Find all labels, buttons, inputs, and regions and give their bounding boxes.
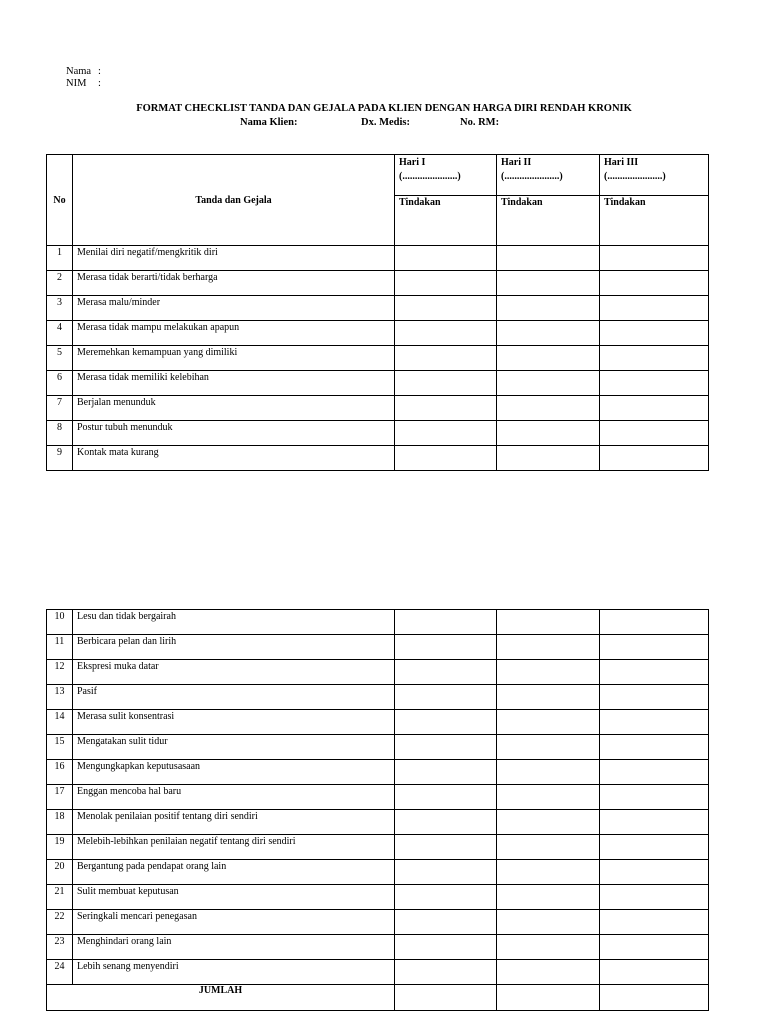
tindakan-hari-1-cell[interactable] <box>395 910 497 935</box>
table-row <box>47 735 709 760</box>
symptom-text: Menolak penilaian positif tentang diri sendiri <box>73 810 395 835</box>
tindakan-hari-3-cell[interactable] <box>600 835 709 860</box>
tindakan-hari-3-cell[interactable] <box>600 935 709 960</box>
table-row <box>47 396 709 421</box>
tindakan-hari-3-cell[interactable] <box>600 346 709 371</box>
tindakan-hari-2-cell[interactable] <box>497 710 600 735</box>
total-label: JUMLAH <box>47 985 395 1011</box>
tindakan-hari-2-cell[interactable] <box>497 421 600 446</box>
tindakan-hari-2-cell[interactable] <box>497 610 600 635</box>
table-row <box>47 935 709 960</box>
row-number: 5 <box>47 346 73 371</box>
tindakan-hari-2-cell[interactable] <box>497 271 600 296</box>
tindakan-hari-3-cell[interactable] <box>600 321 709 346</box>
nama-separator: : <box>98 66 101 77</box>
row-number: 14 <box>47 710 73 735</box>
row-number: 9 <box>47 446 73 471</box>
tindakan-hari-2-cell[interactable] <box>497 885 600 910</box>
tindakan-hari-3-cell[interactable] <box>600 635 709 660</box>
hari-2-date-blank: (......................) <box>501 171 563 182</box>
tindakan-hari-3-cell[interactable] <box>600 960 709 985</box>
symptom-text: Bergantung pada pendapat orang lain <box>73 860 395 885</box>
row-number: 8 <box>47 421 73 446</box>
table-row <box>47 910 709 935</box>
table-row <box>47 835 709 860</box>
tindakan-hari-2-cell[interactable] <box>497 246 600 271</box>
tindakan-hari-1-cell[interactable] <box>395 660 497 685</box>
symptom-text: Mengatakan sulit tidur <box>73 735 395 760</box>
row-number: 17 <box>47 785 73 810</box>
tindakan-hari-1-cell[interactable] <box>395 685 497 710</box>
symptom-text: Ekspresi muka datar <box>73 660 395 685</box>
tindakan-hari-1-cell[interactable] <box>395 735 497 760</box>
tindakan-hari-3-cell[interactable] <box>600 710 709 735</box>
tindakan-hari-2-cell[interactable] <box>497 446 600 471</box>
hari-1-label: Hari I <box>399 157 426 168</box>
tindakan-hari-1-cell[interactable] <box>395 860 497 885</box>
header-hari-1 <box>395 155 497 196</box>
symptom-text: Seringkali mencari penegasan <box>73 910 395 935</box>
symptom-text: Mengungkapkan keputusasaan <box>73 760 395 785</box>
tindakan-hari-2-cell[interactable] <box>497 735 600 760</box>
tindakan-hari-2-cell[interactable] <box>497 910 600 935</box>
tindakan-hari-1: Tindakan <box>395 196 497 246</box>
row-number: 4 <box>47 321 73 346</box>
tindakan-hari-2-cell[interactable] <box>497 371 600 396</box>
row-number: 11 <box>47 635 73 660</box>
header-hari-2 <box>497 155 600 196</box>
tindakan-hari-1-cell[interactable] <box>395 785 497 810</box>
hari-3-date-blank: (......................) <box>604 171 666 182</box>
table-row <box>47 421 709 446</box>
total-row <box>47 985 709 1011</box>
row-number: 18 <box>47 810 73 835</box>
tindakan-hari-1-cell[interactable] <box>395 960 497 985</box>
tindakan-hari-1-cell[interactable] <box>395 810 497 835</box>
table-row <box>47 321 709 346</box>
checklist-table-part-2 <box>46 609 709 1011</box>
table-row <box>47 960 709 985</box>
row-number: 1 <box>47 246 73 271</box>
symptom-text: Lebih senang menyendiri <box>73 960 395 985</box>
client-info-line <box>240 117 499 128</box>
total-hari-2-cell[interactable] <box>497 985 600 1011</box>
table-row <box>47 660 709 685</box>
row-number: 6 <box>47 371 73 396</box>
tindakan-hari-3-cell[interactable] <box>600 885 709 910</box>
row-number: 12 <box>47 660 73 685</box>
symptom-text: Menilai diri negatif/mengkritik diri <box>73 246 395 271</box>
symptom-text: Postur tubuh menunduk <box>73 421 395 446</box>
tindakan-hari-1-cell[interactable] <box>395 885 497 910</box>
table-row <box>47 246 709 271</box>
checklist-table-part-1 <box>46 154 709 471</box>
tindakan-hari-3-cell[interactable] <box>600 810 709 835</box>
tindakan-hari-1-cell[interactable] <box>395 371 497 396</box>
tindakan-hari-1-cell[interactable] <box>395 710 497 735</box>
no-rm-label: No. RM: <box>460 117 500 128</box>
table-row <box>47 610 709 635</box>
row-number: 16 <box>47 760 73 785</box>
tindakan-hari-2-cell[interactable] <box>497 810 600 835</box>
row-number: 3 <box>47 296 73 321</box>
header-no: No <box>47 155 73 246</box>
row-number: 20 <box>47 860 73 885</box>
tindakan-hari-2-cell[interactable] <box>497 635 600 660</box>
dx-medis-label: Dx. Medis: <box>361 117 410 128</box>
symptom-text: Berbicara pelan dan lirih <box>73 635 395 660</box>
row-number: 21 <box>47 885 73 910</box>
nim-label: NIM <box>66 78 87 89</box>
tindakan-hari-1-cell[interactable] <box>395 760 497 785</box>
row-number: 24 <box>47 960 73 985</box>
symptom-text: Lesu dan tidak bergairah <box>73 610 395 635</box>
tindakan-hari-2-cell[interactable] <box>497 396 600 421</box>
tindakan-hari-2-cell[interactable] <box>497 960 600 985</box>
table-row <box>47 296 709 321</box>
tindakan-hari-3-cell[interactable] <box>600 271 709 296</box>
nama-label: Nama <box>66 66 92 77</box>
total-hari-1-cell[interactable] <box>395 985 497 1011</box>
hari-3-label: Hari III <box>604 157 639 168</box>
tindakan-hari-3-cell[interactable] <box>600 785 709 810</box>
header-tanda-gejala: Tanda dan Gejala <box>73 155 395 246</box>
table-row <box>47 860 709 885</box>
symptom-text: Enggan mencoba hal baru <box>73 785 395 810</box>
tindakan-hari-3-cell[interactable] <box>600 735 709 760</box>
tindakan-hari-1-cell[interactable] <box>395 346 497 371</box>
symptom-text: Pasif <box>73 685 395 710</box>
tindakan-hari-2-cell[interactable] <box>497 321 600 346</box>
symptom-text: Meremehkan kemampuan yang dimiliki <box>73 346 395 371</box>
tindakan-hari-1-cell[interactable] <box>395 835 497 860</box>
symptom-text: Merasa malu/minder <box>73 296 395 321</box>
document-title: FORMAT CHECKLIST TANDA DAN GEJALA PADA KLIEN DENGAN HARGA DIRI RENDAH KRONIK <box>136 103 632 114</box>
table-row <box>47 710 709 735</box>
tindakan-hari-3-cell[interactable] <box>600 760 709 785</box>
table-row <box>47 271 709 296</box>
symptom-text: Melebih-lebihkan penilaian negatif tentang diri sendiri <box>73 835 395 860</box>
tindakan-hari-3-cell[interactable] <box>600 296 709 321</box>
tindakan-hari-1-cell[interactable] <box>395 296 497 321</box>
tindakan-hari-2-cell[interactable] <box>497 760 600 785</box>
hari-1-date-blank: (......................) <box>399 171 461 182</box>
tindakan-hari-1-cell[interactable] <box>395 396 497 421</box>
table-row <box>47 685 709 710</box>
tindakan-hari-1-cell[interactable] <box>395 246 497 271</box>
tindakan-hari-3-cell[interactable] <box>600 660 709 685</box>
table-row <box>47 885 709 910</box>
symptom-text: Merasa tidak mampu melakukan apapun <box>73 321 395 346</box>
tindakan-hari-3-cell[interactable] <box>600 371 709 396</box>
table-row <box>47 371 709 396</box>
nama-line <box>66 66 101 78</box>
tindakan-hari-3-cell[interactable] <box>600 910 709 935</box>
row-number: 19 <box>47 835 73 860</box>
tindakan-hari-2-cell[interactable] <box>497 296 600 321</box>
nim-line <box>66 78 101 90</box>
tindakan-hari-2: Tindakan <box>497 196 600 246</box>
tindakan-hari-3-cell[interactable] <box>600 860 709 885</box>
tindakan-hari-2-cell[interactable] <box>497 685 600 710</box>
row-number: 13 <box>47 685 73 710</box>
tindakan-hari-1-cell[interactable] <box>395 610 497 635</box>
tindakan-hari-1-cell[interactable] <box>395 421 497 446</box>
row-number: 23 <box>47 935 73 960</box>
symptom-text: Berjalan menunduk <box>73 396 395 421</box>
tindakan-hari-1-cell[interactable] <box>395 446 497 471</box>
total-hari-3-cell[interactable] <box>600 985 709 1011</box>
tindakan-hari-1-cell[interactable] <box>395 635 497 660</box>
student-identity <box>66 66 101 90</box>
symptom-text: Menghindari orang lain <box>73 935 395 960</box>
nim-separator: : <box>98 78 101 89</box>
table-row <box>47 785 709 810</box>
tindakan-hari-1-cell[interactable] <box>395 321 497 346</box>
symptom-text: Kontak mata kurang <box>73 446 395 471</box>
table-row <box>47 635 709 660</box>
header-hari-3 <box>600 155 709 196</box>
tindakan-hari-3-cell[interactable] <box>600 610 709 635</box>
tindakan-hari-2-cell[interactable] <box>497 785 600 810</box>
row-number: 10 <box>47 610 73 635</box>
tindakan-hari-1-cell[interactable] <box>395 935 497 960</box>
tindakan-hari-1-cell[interactable] <box>395 271 497 296</box>
tindakan-hari-3-cell[interactable] <box>600 446 709 471</box>
tindakan-hari-3-cell[interactable] <box>600 246 709 271</box>
tindakan-hari-3-cell[interactable] <box>600 685 709 710</box>
tindakan-hari-3-cell[interactable] <box>600 421 709 446</box>
tindakan-hari-3: Tindakan <box>600 196 709 246</box>
table-row <box>47 810 709 835</box>
row-number: 2 <box>47 271 73 296</box>
row-number: 7 <box>47 396 73 421</box>
row-number: 22 <box>47 910 73 935</box>
row-number: 15 <box>47 735 73 760</box>
table-row <box>47 346 709 371</box>
tindakan-hari-2-cell[interactable] <box>497 660 600 685</box>
tindakan-hari-2-cell[interactable] <box>497 835 600 860</box>
nama-klien-label: Nama Klien: <box>240 117 298 128</box>
tindakan-hari-2-cell[interactable] <box>497 346 600 371</box>
symptom-text: Merasa sulit konsentrasi <box>73 710 395 735</box>
symptom-text: Merasa tidak memiliki kelebihan <box>73 371 395 396</box>
table-row <box>47 446 709 471</box>
hari-2-label: Hari II <box>501 157 532 168</box>
tindakan-hari-2-cell[interactable] <box>497 860 600 885</box>
table-header-row <box>47 155 709 196</box>
tindakan-hari-3-cell[interactable] <box>600 396 709 421</box>
symptom-text: Merasa tidak berarti/tidak berharga <box>73 271 395 296</box>
table-row <box>47 760 709 785</box>
symptom-text: Sulit membuat keputusan <box>73 885 395 910</box>
tindakan-hari-2-cell[interactable] <box>497 935 600 960</box>
